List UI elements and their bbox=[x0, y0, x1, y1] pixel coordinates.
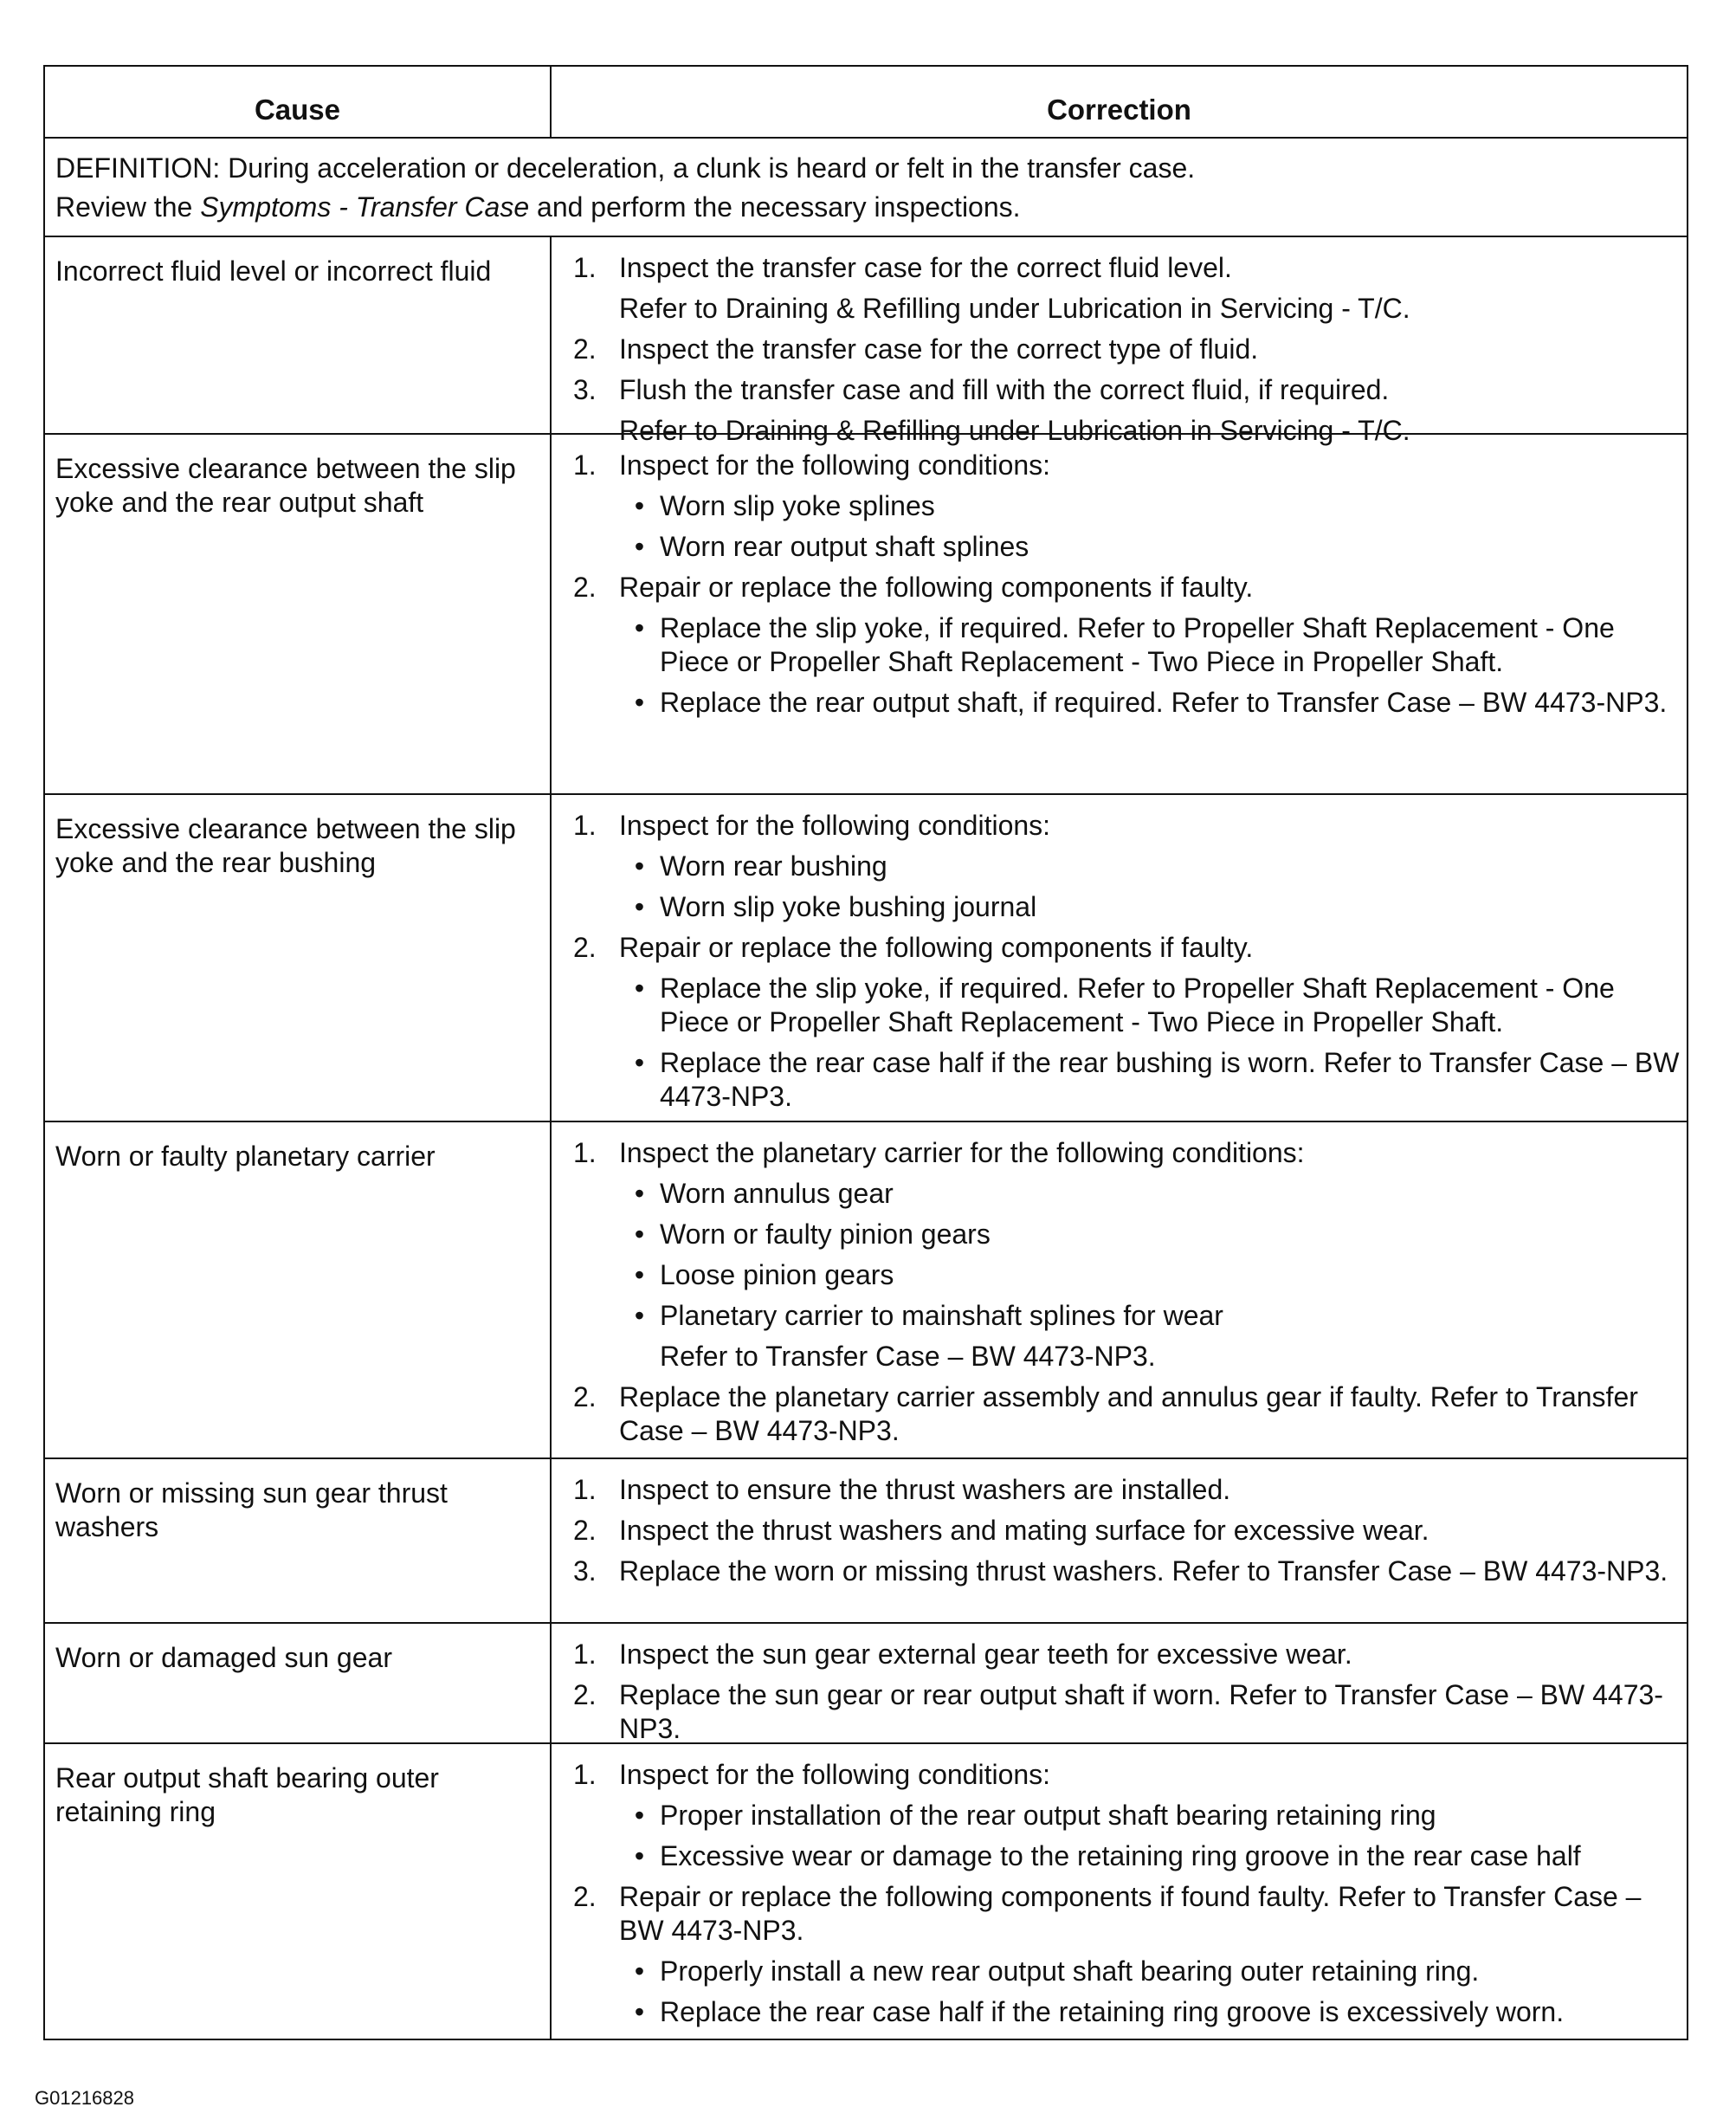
bullet-text: Replace the rear case half if the retaining ring groove is excessively worn. bbox=[660, 1996, 1565, 2027]
bullet-item: • Replace the rear case half if the rear bushing is worn. Refer to Transfer Case – BW 4473-NP3. bbox=[634, 1047, 1680, 1112]
bullet-item: • Worn slip yoke bushing journal bbox=[573, 890, 1680, 924]
step-number: 3. bbox=[573, 1555, 597, 1587]
definition-row bbox=[45, 137, 1687, 236]
bullet-text: Replace the slip yoke, if required. Refer to Propeller Shaft Replacement - One Piece or Propeller Shaft Replacement - Two Piece in Propeller Shaft. bbox=[660, 612, 1615, 677]
troubleshooting-table bbox=[43, 65, 1688, 2040]
definition-text bbox=[45, 139, 1205, 236]
table-row bbox=[45, 1121, 1687, 1458]
correction-step bbox=[573, 251, 1680, 285]
step-text: Repair or replace the following components if found faulty. Refer to Transfer Case – BW 4473-NP3. bbox=[619, 1881, 1642, 1946]
step-text: Inspect the planetary carrier for the following conditions: bbox=[619, 1137, 1305, 1168]
correction-step bbox=[573, 1758, 1680, 1792]
correction-step bbox=[573, 1554, 1680, 1588]
bullet-text: Worn or faulty pinion gears bbox=[660, 1218, 991, 1250]
bullet-item: • Replace the slip yoke, if required. Refer to Propeller Shaft Replacement - One Piece or Propeller Shaft Replacement - Two Piece in Propeller Shaft. bbox=[573, 611, 1680, 679]
correction-step bbox=[573, 333, 1680, 366]
bullet-item: • Properly install a new rear output shaft bearing outer retaining ring. bbox=[573, 1955, 1680, 1988]
step-number: 1. bbox=[573, 449, 597, 481]
cause-cell: Excessive clearance between the slip yoke and the rear output shaft bbox=[45, 435, 552, 793]
step-note: Refer to Draining & Refilling under Lubrication in Servicing - T/C. bbox=[619, 293, 1410, 324]
step-number: 2. bbox=[573, 1679, 597, 1710]
bullet-item: • Loose pinion gears bbox=[573, 1258, 1680, 1292]
bullet-text: Planetary carrier to mainshaft splines for wear bbox=[660, 1300, 1223, 1331]
step-number: 1. bbox=[573, 1759, 597, 1790]
bullet-item: • Worn or faulty pinion gears bbox=[573, 1218, 1680, 1251]
bullet-text: Loose pinion gears bbox=[660, 1259, 894, 1290]
correction-cell bbox=[552, 1459, 1687, 1622]
correction-cell bbox=[552, 795, 1687, 1121]
definition-line-2 bbox=[55, 188, 1195, 227]
bullet-text: Worn slip yoke splines bbox=[660, 490, 935, 521]
cause-cell: Worn or faulty planetary carrier bbox=[45, 1122, 552, 1458]
step-text: Inspect the thrust washers and mating surface for excessive wear. bbox=[619, 1515, 1429, 1546]
correction-step bbox=[573, 931, 1680, 965]
table-header bbox=[45, 67, 1687, 137]
correction-cell bbox=[552, 1624, 1687, 1742]
step-text: Inspect for the following conditions: bbox=[619, 810, 1051, 841]
bullet-text: Properly install a new rear output shaft bearing outer retaining ring. bbox=[660, 1955, 1480, 1987]
cause-cell: Incorrect fluid level or incorrect fluid bbox=[45, 237, 552, 433]
step-number: 3. bbox=[573, 374, 597, 405]
step-number: 2. bbox=[573, 1881, 597, 1912]
correction-step bbox=[573, 1880, 1680, 1948]
step-text: Inspect to ensure the thrust washers are installed. bbox=[619, 1474, 1231, 1505]
table-row bbox=[45, 793, 1687, 1121]
step-text: Replace the planetary carrier assembly and annulus gear if faulty. Refer to Transfer Case – BW 4473-NP3. bbox=[619, 1381, 1638, 1446]
table-row bbox=[45, 433, 1687, 793]
correction-cell bbox=[552, 237, 1687, 446]
correction-step bbox=[573, 1678, 1680, 1746]
header-cause: Cause bbox=[45, 67, 552, 137]
table-row bbox=[45, 1622, 1687, 1742]
bullet-text: Excessive wear or damage to the retaining ring groove in the rear case half bbox=[660, 1840, 1581, 1871]
correction-step bbox=[573, 1136, 1680, 1170]
cause-cell: Excessive clearance between the slip yoke and the rear bushing bbox=[45, 795, 552, 1121]
correction-step bbox=[573, 1380, 1680, 1448]
correction-cell bbox=[552, 1122, 1687, 1458]
step-text: Inspect the sun gear external gear teeth for excessive wear. bbox=[619, 1638, 1352, 1670]
bullet-item: • Replace the rear case half if the retaining ring groove is excessively worn. bbox=[573, 1995, 1680, 2029]
bullet-text: Replace the slip yoke, if required. Refer to Propeller Shaft Replacement - One Piece or Propeller Shaft Replacement - Two Piece in Propeller Shaft. bbox=[660, 973, 1615, 1037]
definition-prefix: Review the bbox=[55, 191, 201, 223]
bullet-item: • Excessive wear or damage to the retaining ring groove in the rear case half bbox=[573, 1839, 1680, 1873]
step-text: Inspect for the following conditions: bbox=[619, 1759, 1051, 1790]
step-text: Replace the worn or missing thrust washers. Refer to Transfer Case – BW 4473-NP3. bbox=[619, 1555, 1668, 1587]
correction-cell bbox=[552, 1744, 1687, 2039]
table-row bbox=[45, 236, 1687, 446]
cause-cell: Worn or missing sun gear thrust washers bbox=[45, 1459, 552, 1622]
bullet-item: • Replace the rear output shaft, if required. Refer to Transfer Case – BW 4473-NP3. bbox=[573, 686, 1680, 720]
bullet-text: Worn rear bushing bbox=[660, 850, 887, 882]
correction-step bbox=[573, 449, 1680, 482]
step-text: Inspect the transfer case for the correct type of fluid. bbox=[619, 333, 1259, 365]
bullet-item: • Planetary carrier to mainshaft splines for wear bbox=[573, 1299, 1680, 1333]
bullet-item: • Worn rear bushing bbox=[573, 850, 1680, 883]
bullet-item: • Worn rear output shaft splines bbox=[573, 530, 1680, 564]
step-text: Repair or replace the following components if faulty. bbox=[619, 932, 1254, 963]
bullet-item: • Worn slip yoke splines bbox=[573, 489, 1680, 523]
table-row bbox=[45, 1458, 1687, 1622]
definition-suffix: and perform the necessary inspections. bbox=[529, 191, 1021, 223]
table-row bbox=[45, 1742, 1687, 2039]
step-text: Repair or replace the following components if faulty. bbox=[619, 572, 1254, 603]
correction-step bbox=[573, 1473, 1680, 1507]
bullet-text: Replace the rear case half if the rear bushing is worn. Refer to Transfer Case – BW 4473-NP3. bbox=[660, 1047, 1680, 1112]
bullet-text: Replace the rear output shaft, if required. Refer to Transfer Case – BW 4473-NP3. bbox=[660, 687, 1668, 718]
step-text: Inspect for the following conditions: bbox=[619, 449, 1051, 481]
correction-step bbox=[573, 373, 1680, 407]
cause-cell: Worn or damaged sun gear bbox=[45, 1624, 552, 1742]
step-number: 1. bbox=[573, 1137, 597, 1168]
step-text: Flush the transfer case and fill with the correct fluid, if required. bbox=[619, 374, 1390, 405]
step-number: 2. bbox=[573, 932, 597, 963]
bullet-item: • Worn annulus gear bbox=[573, 1177, 1680, 1211]
bullet-item: • Proper installation of the rear output shaft bearing retaining ring bbox=[573, 1799, 1680, 1832]
step-number: 1. bbox=[573, 1474, 597, 1505]
step-number: 2. bbox=[573, 333, 597, 365]
definition-reference: Symptoms - Transfer Case bbox=[200, 191, 530, 223]
bullet-text: Proper installation of the rear output shaft bearing retaining ring bbox=[660, 1800, 1436, 1831]
step-text: Replace the sun gear or rear output shaft if worn. Refer to Transfer Case – BW 4473-NP3. bbox=[619, 1679, 1663, 1744]
bullet-text: Worn annulus gear bbox=[660, 1178, 894, 1209]
step-number: 2. bbox=[573, 1381, 597, 1412]
step-number: 1. bbox=[573, 810, 597, 841]
cause-cell: Rear output shaft bearing outer retaining ring bbox=[45, 1744, 552, 2039]
definition-line-1: DEFINITION: During acceleration or deceleration, a clunk is heard or felt in the transfer case. bbox=[55, 152, 1196, 184]
bullet-text: Worn rear output shaft splines bbox=[660, 531, 1029, 562]
correction-step bbox=[573, 571, 1680, 604]
bullet-text: Worn slip yoke bushing journal bbox=[660, 891, 1037, 922]
step-number: 1. bbox=[573, 1638, 597, 1670]
correction-cell bbox=[552, 435, 1687, 793]
bullet-item: • Replace the slip yoke, if required. Refer to Propeller Shaft Replacement - One Piece or Propeller Shaft Replacement - Two Piece in Propeller Shaft. bbox=[573, 972, 1680, 1039]
step-note: Refer to Transfer Case – BW 4473-NP3. bbox=[660, 1341, 1156, 1372]
step-text: Inspect the transfer case for the correct fluid level. bbox=[619, 252, 1232, 283]
figure-code: G01216828 bbox=[35, 2087, 134, 2109]
correction-step bbox=[573, 1638, 1680, 1671]
step-number: 1. bbox=[573, 252, 597, 283]
correction-step bbox=[573, 809, 1680, 843]
step-number: 2. bbox=[573, 1515, 597, 1546]
correction-step bbox=[573, 1514, 1680, 1548]
step-note: Refer to Draining & Refilling under Lubrication in Servicing - T/C. bbox=[619, 415, 1410, 446]
step-number: 2. bbox=[573, 572, 597, 603]
header-correction: Correction bbox=[1047, 94, 1191, 126]
